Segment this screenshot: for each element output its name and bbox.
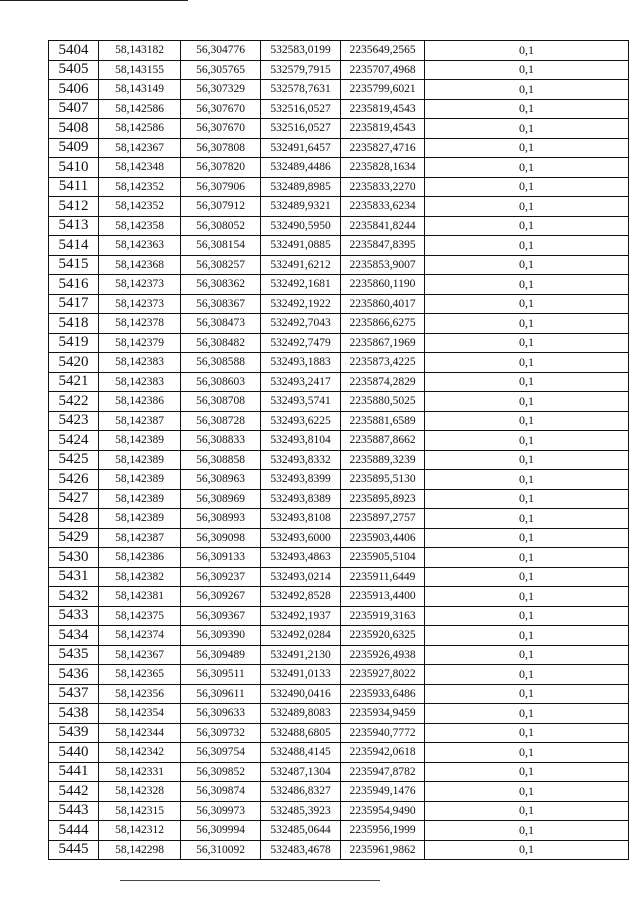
point-number-cell: 5423 [49,411,99,431]
point-number-cell: 5409 [49,138,99,158]
longitude-cell: 56,305765 [181,60,261,80]
table-row [49,762,629,782]
longitude-cell: 56,308052 [181,216,261,236]
accuracy-cell: 0,1 [425,411,629,431]
accuracy-cell: 0,1 [425,236,629,256]
y-coordinate-cell: 2235880,5025 [341,392,425,412]
latitude-cell: 58,142387 [99,411,181,431]
longitude-cell: 56,307329 [181,80,261,100]
table-row [49,275,629,295]
point-number-cell: 5436 [49,665,99,685]
latitude-cell: 58,142315 [99,801,181,821]
accuracy-cell: 0,1 [425,60,629,80]
x-coordinate-cell: 532493,6000 [261,528,341,548]
latitude-cell: 58,142367 [99,645,181,665]
y-coordinate-cell: 2235867,1969 [341,333,425,353]
point-number-cell: 5414 [49,236,99,256]
table-row [49,333,629,353]
x-coordinate-cell: 532492,1681 [261,275,341,295]
x-coordinate-cell: 532485,3923 [261,801,341,821]
table-row [49,80,629,100]
y-coordinate-cell: 2235860,4017 [341,294,425,314]
table-row [49,528,629,548]
table-row [49,60,629,80]
table-row [49,704,629,724]
table-row [49,723,629,743]
y-coordinate-cell: 2235853,9007 [341,255,425,275]
latitude-cell: 58,142352 [99,197,181,217]
longitude-cell: 56,308833 [181,431,261,451]
accuracy-cell: 0,1 [425,353,629,373]
longitude-cell: 56,307906 [181,177,261,197]
point-number-cell: 5419 [49,333,99,353]
top-divider-line [0,0,188,1]
longitude-cell: 56,307820 [181,158,261,178]
point-number-cell: 5422 [49,392,99,412]
longitude-cell: 56,309611 [181,684,261,704]
longitude-cell: 56,309390 [181,626,261,646]
y-coordinate-cell: 2235860,1190 [341,275,425,295]
table-row [49,353,629,373]
longitude-cell: 56,309489 [181,645,261,665]
latitude-cell: 58,142365 [99,665,181,685]
x-coordinate-cell: 532489,8985 [261,177,341,197]
latitude-cell: 58,142368 [99,255,181,275]
longitude-cell: 56,308257 [181,255,261,275]
y-coordinate-cell: 2235895,8923 [341,489,425,509]
point-number-cell: 5418 [49,314,99,334]
y-coordinate-cell: 2235649,2565 [341,41,425,61]
x-coordinate-cell: 532493,0214 [261,567,341,587]
longitude-cell: 56,308154 [181,236,261,256]
point-number-cell: 5426 [49,470,99,490]
latitude-cell: 58,142378 [99,314,181,334]
y-coordinate-cell: 2235905,5104 [341,548,425,568]
y-coordinate-cell: 2235897,2757 [341,509,425,529]
table-row [49,782,629,802]
accuracy-cell: 0,1 [425,704,629,724]
latitude-cell: 58,142374 [99,626,181,646]
latitude-cell: 58,142383 [99,372,181,392]
y-coordinate-cell: 2235933,6486 [341,684,425,704]
x-coordinate-cell: 532491,0133 [261,665,341,685]
accuracy-cell: 0,1 [425,743,629,763]
longitude-cell: 56,309994 [181,821,261,841]
y-coordinate-cell: 2235919,3163 [341,606,425,626]
accuracy-cell: 0,1 [425,528,629,548]
table-row [49,411,629,431]
latitude-cell: 58,143149 [99,80,181,100]
y-coordinate-cell: 2235841,8244 [341,216,425,236]
y-coordinate-cell: 2235949,1476 [341,782,425,802]
accuracy-cell: 0,1 [425,665,629,685]
x-coordinate-cell: 532491,0885 [261,236,341,256]
y-coordinate-cell: 2235889,3239 [341,450,425,470]
point-number-cell: 5424 [49,431,99,451]
longitude-cell: 56,307670 [181,99,261,119]
latitude-cell: 58,142389 [99,489,181,509]
table-row [49,119,629,139]
y-coordinate-cell: 2235873,4225 [341,353,425,373]
longitude-cell: 56,308708 [181,392,261,412]
latitude-cell: 58,142354 [99,704,181,724]
y-coordinate-cell: 2235895,5130 [341,470,425,490]
point-number-cell: 5437 [49,684,99,704]
point-number-cell: 5416 [49,275,99,295]
point-number-cell: 5406 [49,80,99,100]
longitude-cell: 56,309237 [181,567,261,587]
point-number-cell: 5445 [49,840,99,860]
y-coordinate-cell: 2235956,1999 [341,821,425,841]
x-coordinate-cell: 532486,8327 [261,782,341,802]
latitude-cell: 58,142379 [99,333,181,353]
x-coordinate-cell: 532493,8104 [261,431,341,451]
table-row [49,314,629,334]
latitude-cell: 58,142375 [99,606,181,626]
x-coordinate-cell: 532490,5950 [261,216,341,236]
longitude-cell: 56,310092 [181,840,261,860]
table-row [49,138,629,158]
x-coordinate-cell: 532490,0416 [261,684,341,704]
y-coordinate-cell: 2235707,4968 [341,60,425,80]
table-row [49,626,629,646]
point-number-cell: 5430 [49,548,99,568]
x-coordinate-cell: 532491,6457 [261,138,341,158]
bottom-divider-line [120,880,380,881]
table-row [49,567,629,587]
y-coordinate-cell: 2235799,6021 [341,80,425,100]
table-row [49,684,629,704]
accuracy-cell: 0,1 [425,255,629,275]
accuracy-cell: 0,1 [425,275,629,295]
accuracy-cell: 0,1 [425,684,629,704]
table-row [49,743,629,763]
longitude-cell: 56,309267 [181,587,261,607]
x-coordinate-cell: 532489,9321 [261,197,341,217]
table-row [49,392,629,412]
table-row [49,470,629,490]
x-coordinate-cell: 532492,7043 [261,314,341,334]
point-number-cell: 5412 [49,197,99,217]
point-number-cell: 5413 [49,216,99,236]
point-number-cell: 5432 [49,587,99,607]
accuracy-cell: 0,1 [425,314,629,334]
accuracy-cell: 0,1 [425,821,629,841]
y-coordinate-cell: 2235833,2270 [341,177,425,197]
accuracy-cell: 0,1 [425,606,629,626]
accuracy-cell: 0,1 [425,158,629,178]
latitude-cell: 58,142356 [99,684,181,704]
table-row [49,99,629,119]
y-coordinate-cell: 2235847,8395 [341,236,425,256]
longitude-cell: 56,308993 [181,509,261,529]
x-coordinate-cell: 532493,8399 [261,470,341,490]
x-coordinate-cell: 532578,7631 [261,80,341,100]
accuracy-cell: 0,1 [425,801,629,821]
accuracy-cell: 0,1 [425,216,629,236]
latitude-cell: 58,142373 [99,275,181,295]
longitude-cell: 56,309973 [181,801,261,821]
point-number-cell: 5408 [49,119,99,139]
accuracy-cell: 0,1 [425,294,629,314]
longitude-cell: 56,304776 [181,41,261,61]
latitude-cell: 58,142586 [99,99,181,119]
y-coordinate-cell: 2235927,8022 [341,665,425,685]
longitude-cell: 56,309852 [181,762,261,782]
accuracy-cell: 0,1 [425,431,629,451]
latitude-cell: 58,142383 [99,353,181,373]
y-coordinate-cell: 2235942,0618 [341,743,425,763]
table-row [49,431,629,451]
accuracy-cell: 0,1 [425,119,629,139]
point-number-cell: 5415 [49,255,99,275]
table-row [49,665,629,685]
y-coordinate-cell: 2235926,4938 [341,645,425,665]
x-coordinate-cell: 532492,0284 [261,626,341,646]
x-coordinate-cell: 532491,2130 [261,645,341,665]
table-row [49,255,629,275]
table-row [49,372,629,392]
point-number-cell: 5435 [49,645,99,665]
x-coordinate-cell: 532488,4145 [261,743,341,763]
point-number-cell: 5442 [49,782,99,802]
point-number-cell: 5420 [49,353,99,373]
point-number-cell: 5405 [49,60,99,80]
point-number-cell: 5431 [49,567,99,587]
accuracy-cell: 0,1 [425,645,629,665]
point-number-cell: 5439 [49,723,99,743]
longitude-cell: 56,308588 [181,353,261,373]
y-coordinate-cell: 2235920,6325 [341,626,425,646]
x-coordinate-cell: 532493,6225 [261,411,341,431]
longitude-cell: 56,309098 [181,528,261,548]
latitude-cell: 58,142367 [99,138,181,158]
y-coordinate-cell: 2235819,4543 [341,119,425,139]
longitude-cell: 56,308367 [181,294,261,314]
y-coordinate-cell: 2235887,8662 [341,431,425,451]
y-coordinate-cell: 2235833,6234 [341,197,425,217]
table-row [49,294,629,314]
y-coordinate-cell: 2235881,6589 [341,411,425,431]
longitude-cell: 56,307912 [181,197,261,217]
x-coordinate-cell: 532493,2417 [261,372,341,392]
y-coordinate-cell: 2235828,1634 [341,158,425,178]
x-coordinate-cell: 532492,7479 [261,333,341,353]
table-row [49,821,629,841]
accuracy-cell: 0,1 [425,177,629,197]
x-coordinate-cell: 532493,8332 [261,450,341,470]
accuracy-cell: 0,1 [425,626,629,646]
y-coordinate-cell: 2235934,9459 [341,704,425,724]
x-coordinate-cell: 532516,0527 [261,119,341,139]
accuracy-cell: 0,1 [425,470,629,490]
longitude-cell: 56,307808 [181,138,261,158]
accuracy-cell: 0,1 [425,80,629,100]
x-coordinate-cell: 532488,6805 [261,723,341,743]
accuracy-cell: 0,1 [425,138,629,158]
latitude-cell: 58,142312 [99,821,181,841]
point-number-cell: 5404 [49,41,99,61]
point-number-cell: 5438 [49,704,99,724]
latitude-cell: 58,142389 [99,470,181,490]
latitude-cell: 58,142358 [99,216,181,236]
x-coordinate-cell: 532483,4678 [261,840,341,860]
latitude-cell: 58,142373 [99,294,181,314]
x-coordinate-cell: 532493,5741 [261,392,341,412]
y-coordinate-cell: 2235947,8782 [341,762,425,782]
latitude-cell: 58,143155 [99,60,181,80]
longitude-cell: 56,308473 [181,314,261,334]
longitude-cell: 56,308969 [181,489,261,509]
point-number-cell: 5444 [49,821,99,841]
table-row [49,548,629,568]
table-row [49,450,629,470]
x-coordinate-cell: 532491,6212 [261,255,341,275]
accuracy-cell: 0,1 [425,548,629,568]
longitude-cell: 56,308362 [181,275,261,295]
accuracy-cell: 0,1 [425,587,629,607]
longitude-cell: 56,309633 [181,704,261,724]
x-coordinate-cell: 532492,8528 [261,587,341,607]
latitude-cell: 58,142342 [99,743,181,763]
table-row [49,606,629,626]
latitude-cell: 58,142381 [99,587,181,607]
accuracy-cell: 0,1 [425,450,629,470]
accuracy-cell: 0,1 [425,99,629,119]
longitude-cell: 56,307670 [181,119,261,139]
latitude-cell: 58,142363 [99,236,181,256]
x-coordinate-cell: 532487,1304 [261,762,341,782]
latitude-cell: 58,142348 [99,158,181,178]
latitude-cell: 58,142386 [99,392,181,412]
table-row [49,158,629,178]
table-row [49,489,629,509]
y-coordinate-cell: 2235874,2829 [341,372,425,392]
table-row [49,801,629,821]
latitude-cell: 58,142389 [99,450,181,470]
x-coordinate-cell: 532516,0527 [261,99,341,119]
accuracy-cell: 0,1 [425,509,629,529]
table-row [49,41,629,61]
point-number-cell: 5411 [49,177,99,197]
longitude-cell: 56,309874 [181,782,261,802]
table-row [49,216,629,236]
coordinates-table-body [49,41,629,860]
point-number-cell: 5410 [49,158,99,178]
y-coordinate-cell: 2235819,4543 [341,99,425,119]
table-row [49,509,629,529]
y-coordinate-cell: 2235903,4406 [341,528,425,548]
accuracy-cell: 0,1 [425,41,629,61]
table-row [49,840,629,860]
latitude-cell: 58,142352 [99,177,181,197]
x-coordinate-cell: 532493,8108 [261,509,341,529]
latitude-cell: 58,142387 [99,528,181,548]
point-number-cell: 5440 [49,743,99,763]
latitude-cell: 58,142382 [99,567,181,587]
accuracy-cell: 0,1 [425,392,629,412]
latitude-cell: 58,142586 [99,119,181,139]
y-coordinate-cell: 2235954,9490 [341,801,425,821]
longitude-cell: 56,309367 [181,606,261,626]
latitude-cell: 58,142389 [99,431,181,451]
longitude-cell: 56,308728 [181,411,261,431]
latitude-cell: 58,143182 [99,41,181,61]
accuracy-cell: 0,1 [425,723,629,743]
x-coordinate-cell: 532489,4486 [261,158,341,178]
latitude-cell: 58,142344 [99,723,181,743]
point-number-cell: 5433 [49,606,99,626]
point-number-cell: 5407 [49,99,99,119]
table-row [49,236,629,256]
table-row [49,197,629,217]
longitude-cell: 56,308603 [181,372,261,392]
x-coordinate-cell: 532493,1883 [261,353,341,373]
point-number-cell: 5428 [49,509,99,529]
accuracy-cell: 0,1 [425,197,629,217]
point-number-cell: 5417 [49,294,99,314]
accuracy-cell: 0,1 [425,489,629,509]
y-coordinate-cell: 2235961,9862 [341,840,425,860]
longitude-cell: 56,308482 [181,333,261,353]
latitude-cell: 58,142386 [99,548,181,568]
y-coordinate-cell: 2235913,4400 [341,587,425,607]
accuracy-cell: 0,1 [425,372,629,392]
x-coordinate-cell: 532492,1937 [261,606,341,626]
x-coordinate-cell: 532583,0199 [261,41,341,61]
point-number-cell: 5421 [49,372,99,392]
y-coordinate-cell: 2235866,6275 [341,314,425,334]
longitude-cell: 56,309732 [181,723,261,743]
longitude-cell: 56,309133 [181,548,261,568]
table-row [49,587,629,607]
x-coordinate-cell: 532492,1922 [261,294,341,314]
latitude-cell: 58,142389 [99,509,181,529]
point-number-cell: 5429 [49,528,99,548]
accuracy-cell: 0,1 [425,782,629,802]
point-number-cell: 5443 [49,801,99,821]
accuracy-cell: 0,1 [425,840,629,860]
x-coordinate-cell: 532493,8389 [261,489,341,509]
longitude-cell: 56,308963 [181,470,261,490]
y-coordinate-cell: 2235911,6449 [341,567,425,587]
x-coordinate-cell: 532485,0644 [261,821,341,841]
accuracy-cell: 0,1 [425,333,629,353]
longitude-cell: 56,309754 [181,743,261,763]
x-coordinate-cell: 532579,7915 [261,60,341,80]
accuracy-cell: 0,1 [425,762,629,782]
accuracy-cell: 0,1 [425,567,629,587]
y-coordinate-cell: 2235827,4716 [341,138,425,158]
latitude-cell: 58,142331 [99,762,181,782]
x-coordinate-cell: 532493,4863 [261,548,341,568]
table-row [49,177,629,197]
y-coordinate-cell: 2235940,7772 [341,723,425,743]
x-coordinate-cell: 532489,8083 [261,704,341,724]
latitude-cell: 58,142328 [99,782,181,802]
point-number-cell: 5434 [49,626,99,646]
point-number-cell: 5441 [49,762,99,782]
point-number-cell: 5427 [49,489,99,509]
point-number-cell: 5425 [49,450,99,470]
table-row [49,645,629,665]
longitude-cell: 56,309511 [181,665,261,685]
longitude-cell: 56,308858 [181,450,261,470]
coordinates-table [48,40,629,860]
latitude-cell: 58,142298 [99,840,181,860]
